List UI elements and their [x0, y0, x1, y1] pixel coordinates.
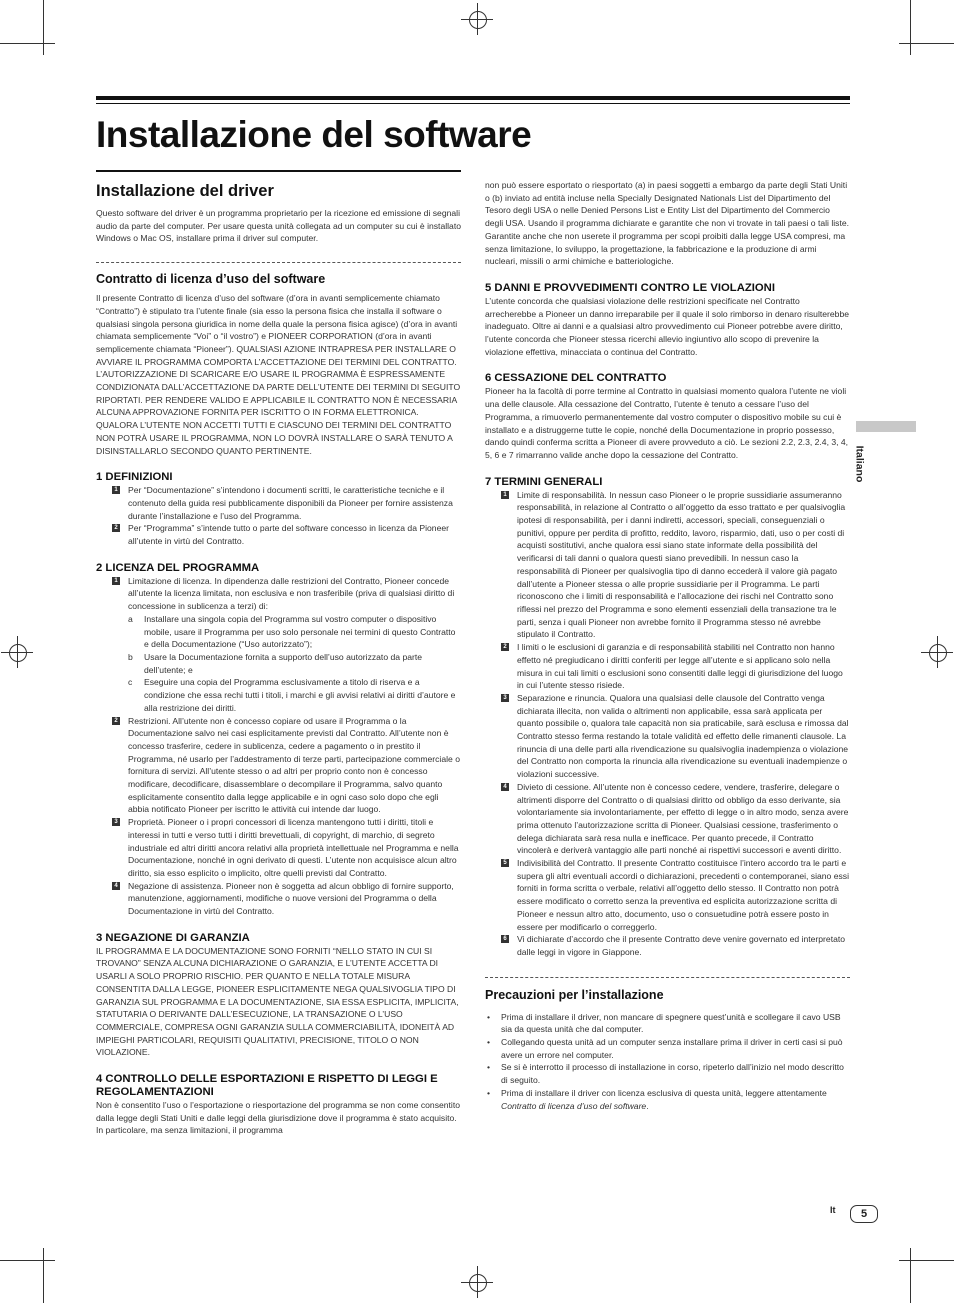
- lettered-item: c Eseguire una copia del Programma esclusivamente a titolo di riserva e a condizione che essa rechi tutti i titoli, i marchi e gli avvisi relativi ai diritti d’autore e alla restrizione dei diritti.: [128, 677, 456, 713]
- title-rule: [96, 103, 850, 104]
- section-text: IL PROGRAMMA E LA DOCUMENTAZIONE SONO FORNITI “NELLO STATO IN CUI SI TROVANO” SENZA ALCUNA DICHIARAZIONE O GARANZIA, E L’UTENTE ACCETTA DI USARLI A SOLO PROPRIO RISCHIO. PER QUANTO E NELLA TOTALE MISURA CONSENTITA DALLA LEGGE, PIONEER ESPLICITAMENTE NEGA QUALSIVOGLIA TIPO DI GARANZIA SUL PROGRAMMA E LA DOCUMENTAZIONE, SIA ESSA ESPLICITA, IMPLICITA, STATUTARIA O DERIVANTE DALL’ESECUZIONE, LA TRANSAZIONE O L’USO COMMERCIALE, COMPRESA OGNI GARANZIA SULLA COMMERCIABILITÀ, IDONEITÀ AD IMPIEGHI PARTICOLARI, REQUISITI QUALITATIVI, PRECISIONE, TITOLO O NON VIOLAZIONE.: [96, 945, 459, 1058]
- bullet-item: • Se si è interrotto il processo di installazione in corso, ripeterlo dall’inizio nel modo descritto di seguito.: [487, 1062, 844, 1086]
- license-intro: Il presente Contratto di licenza d’uso del software (d’ora in avanti semplicemente chiamato “Contratto”) è stipulato tra l’utente finale (sia esso la persona fisica che installa il software o qualsiasi singola persona giuridica in nome della quale la persona fisica agisce) (d’ora in avanti chiamata semplicemente “Voi” o “il vostro”) e PIONEER CORPORATION (d’ora in avanti semplicemente chiamata “Pioneer”). QUALSIASI AZIONE INTRAPRESA PER INSTALLARE O AVVIARE IL PROGRAMMA COMPORTA L’ACCETTAZIONE DEI TERMINI DEL CONTRATTO. L’AUTORIZZAZIONE DI SCARICARE E/O USARE IL PROGRAMMA È ESPRESSAMENTE CONDIZIONATA DALL’ACCETTAZIONE DA PARTE DELL’UTENTE DEI TERMINI DI SEGUITO RIPORTATI. PER RENDERE VALIDO E APPLICABILE IL CONTRATTO NON È NECESSARIA ALCUNA APPROVAZIONE FORNITA PER ISCRITTO O IN FORMA ELETTRONICA. QUALORA L’UTENTE NON ACCETTI TUTTI E CIASCUNO DEI TERMINI DEL CONTRATTO NON POTRÀ USARE IL PROGRAMMA, NON LO DOVRÀ INSTALLARE O SARÀ TENUTO A DISINSTALLARLO SECONDO QUANTO PERTINENTE.: [96, 293, 461, 456]
- numbered-item: 4 Divieto di cessione. All’utente non è concesso cedere, vendere, trasferire, delegare o altrimenti disporre del Contratto o di qualsiasi diritto od obbligo da esso derivante, sia volontariamente sia involontariamente, per effetto di legge o in altro modo, senza avere prima ottenuto l’autorizzazione scritta di Pioneer. Qualsiasi cessione, trasferimento o delega dichiarata sarà resa nulla e inefficace. Per quanto precede, il Contratto vincolerà e deriverà vantaggio alle parti nonché ai rispettivi successori e aventi diritto.: [485, 781, 850, 857]
- registration-mark: [461, 1266, 493, 1298]
- crop-mark: [910, 1248, 911, 1303]
- precautions-heading: Precauzioni per l’installazione: [485, 987, 664, 1002]
- section-rule: [96, 170, 461, 172]
- numbered-item: 1 Limite di responsabilità. In nessun caso Pioneer o le proprie sussidiarie assumeranno responsabilità, in relazione al Contratto o all’oggetto da esso trattato e per qualsivoglia ipotesi di responsabilità, per i danni indiretti, accessori, speciali, conseguenziali o punitivi, oppure per perdita di profitto, reddito, lavoro, risparmio, dati, uso o per costi di acquisti sostitutivi, anche qualora essi siano state informate della possibilità del verificarsi di tali danni o qualora questi siano prevedibili. In nessun caso la responsabilità di Pioneer per qualsivoglia tipo di danno eccederà il valore già pagato dall’utente a Pioneer stessa o alle proprie sussidiarie per il Programma. Le parti riconoscono che i limiti di responsabilità e l’allocazione dei rischi nel Contratto sono riflessi nel prezzo del Programma e sono elementi essenziali della transazione tra le parti, senza i quali Pioneer non avrebbe fornito il Programma stesso né avrebbe stipulato il Contratto.: [485, 489, 850, 641]
- crop-mark: [899, 43, 954, 44]
- section-text: L’utente concorda che qualsiasi violazione delle restrizioni specificate nel Contratto arrecherebbe a Pioneer un danno irreparabile per il quale il solo rimborso in denaro risulterebbe inadeguato. Oltre ai danni e a qualsiasi altro provvedimento cui Pioneer potrebbe avere diritto, l’utente concorda che Pioneer stessa ricerchi allevio ingiuntivo allo scopo di prevenire la violazione effettiva, minacciata o continua del Contratto.: [485, 295, 850, 357]
- registration-mark: [921, 636, 953, 668]
- lettered-item: b Usare la Documentazione fornita a supporto dell’uso autorizzato da parte dell’utente; e: [128, 651, 423, 675]
- numbered-item: 6 Vi dichiarate d’accordo che il presente Contratto deve venire governato ed interpretato dalle leggi in vigore in Giappone.: [485, 933, 850, 958]
- section-title: 6 CESSAZIONE DEL CONTRATTO: [485, 372, 667, 385]
- language-label: Italiano: [853, 445, 866, 483]
- section-divider: [96, 262, 461, 263]
- numbered-item: 3 Separazione e rinuncia. Qualora una qualsiasi delle clausole del Contratto venga dichiarata illecita, non valida o altrimenti non applicabile, essa sarà applicata per quanto possibile o, qualora tale capacità non sia praticabile, sarà esclusa e rimossa dal Contratto stesso ferma restando la totale validità ed effetto delle rimanenti clausole. La rinuncia di una delle parti alla rivendicazione su qualsivoglia inadempienza o violazione del Contratto non comporta la rinuncia alla rivendicazione su eventuali inadempienze o violazioni successive.: [485, 692, 850, 781]
- title-rule: [96, 96, 850, 100]
- numbered-item: 2 I limiti o le esclusioni di garanzia e di responsabilità stabiliti nel Contratto non hanno effetto né pregiudicano i diritti conferiti per legge all’utente e si applicano solo nella misura in cui tali limiti o esclusioni sono consentiti dalle leggi di giurisdizione del luogo in cui l’utente stesso risiede.: [485, 641, 850, 692]
- language-tab: [856, 421, 916, 432]
- section-title: 4 CONTROLLO DELLE ESPORTAZIONI E RISPETTO DI LEGGI E REGOLAMENTAZIONI: [96, 1073, 438, 1099]
- crop-mark: [899, 1260, 954, 1261]
- numbered-item: 3 Proprietà. Pioneer o i propri concessori di licenza mantengono tutti i diritti, titoli e interessi in tutti e verso tutti i diritti brevettuali, di copyright, di marchio, di segreto industriale ed altri diritti ancora relativi alla proprietà intellettuale nel Programma e nella Documentazione, nonché in ogni derivato di questi. L’utente non acquisisce alcun altro diritto, sia esso esplicito o implicito, oltre quelli previsti dal Contratto.: [96, 816, 461, 880]
- crop-mark: [43, 1248, 44, 1303]
- section-title: 1 DEFINIZIONI: [96, 471, 173, 484]
- registration-mark: [461, 3, 493, 35]
- section-title: 7 TERMINI GENERALI: [485, 475, 603, 488]
- page-number: 5: [850, 1205, 878, 1223]
- section-text: Non è consentito l’uso o l’esportazione o riesportazione del programma se non come consentito dalla legge degli Stati Uniti e dalle leggi della giurisdizione dove il programma è stato acquisito. In particolare, ma senza limitazioni, il programma: [96, 1100, 461, 1136]
- language-code: It: [830, 1205, 836, 1215]
- crop-mark: [0, 43, 55, 44]
- numbered-item: 5 Indivisibilità del Contratto. Il presente Contratto costituisce l’intero accordo tra le parti e supera gli altri eventuali accordi o dichiarazioni, precedenti o contemporanei, siano essi forniti in forma scritta o verbale, relativi all’oggetto dello stesso. Il Contratto non potrà essere modificato o corretto senza la preventiva ed esplicita autorizzazione scritta di Pioneer e nessun altro atto, documento, uso o consuetudine potrà essere posto in essere per modificarlo o correggerlo.: [485, 857, 850, 933]
- numbered-item: 1 Limitazione di licenza. In dipendenza dalle restrizioni del Contratto, Pioneer concede all’utente la licenza limitata, non esclusiva e non trasferibile (priva di qualsiasi diritto di concessione in sublicenza a terzi) di:: [96, 575, 461, 613]
- section-title: 5 DANNI E PROVVEDIMENTI CONTRO LE VIOLAZIONI: [485, 281, 775, 294]
- numbered-item: 2 Restrizioni. All’utente non è concesso copiare od usare il Programma o la Documentazione salvo nei casi esplicitamente previsti dal Contratto. All’utente non è concesso trasferire, cedere in sublicenza, cedere a pagamento o in prestito il Programma, né usarlo per l’addestramento di terze parti, partecipazione commerciale o fornitura di servizi. All’utente stesso o ad altri per proprio conto non è concesso modificare, decodificare, disassemblare o decompilare il Programma, salvo quanto esplicitamente consentito dalla legge applicabile e in ogni caso solo dopo che egli abbia notificato Pioneer per iscritto le attività cui intende dar luogo.: [96, 715, 461, 817]
- bullet-item: • Prima di installare il driver con licenza esclusiva di questa unità, leggere attentamente Contratto di licenza d’uso del software.: [487, 1087, 827, 1111]
- section-text: Pioneer ha la facoltà di porre termine al Contratto in qualsiasi momento qualora l’utente ne violi una delle clausole. Alla cessazione del Contratto, l’utente è tenuto a cessare l’uso del Programma, a rimuoverlo permanentemente dal vostro computer o dispositivo mobile su cui è installato e a distruggerne tutte le copie, nonché della Documentazione in proprio possesso, dando quindi conferma scritta a Pioneer di avere provveduto a ciò. Le sezioni 2.2, 2.3, 2.4, 3, 4, 5, 6 e 7 rimarranno valide anche dopo la cessazione del Contratto.: [485, 386, 849, 460]
- page-title: Installazione del software: [96, 114, 532, 155]
- crop-mark: [43, 0, 44, 55]
- right-column: [485, 179, 850, 1112]
- italic-reference: Contratto di licenza d’uso del software: [501, 1100, 647, 1111]
- numbered-item: 4 Negazione di assistenza. Pioneer non è soggetta ad alcun obbligo di fornire supporto, manutenzione, aggiornamenti, modifiche o nuove versioni del Programma o della Documentazione in virtù del Contratto.: [96, 880, 461, 918]
- left-column: [96, 170, 461, 1137]
- driver-heading: Installazione del driver: [96, 182, 274, 200]
- section-title: 2 LICENZA DEL PROGRAMMA: [96, 561, 260, 574]
- driver-text: Questo software del driver è un programma proprietario per la ricezione ed emissione di segnali audio da parte del computer. Per usare questa unità collegata ad un computer su cui è installato Windows o Mac OS, installare prima il driver sul computer.: [96, 208, 461, 244]
- lettered-item: a Installare una singola copia del Programma sul vostro computer o dispositivo mobile, usare il Programma per uso solo personale nei termini di questo Contratto e della Documentazione (“Uso autorizzato”);: [128, 613, 456, 650]
- section-title: 3 NEGAZIONE DI GARANZIA: [96, 931, 250, 944]
- crop-mark: [0, 1260, 55, 1261]
- crop-mark: [910, 0, 911, 55]
- registration-mark: [1, 636, 33, 668]
- bullet-item: • Prima di installare il driver, non mancare di spegnere quest’unità e scollegare il cavo USB sia da questa unità che dal computer.: [487, 1011, 841, 1035]
- numbered-item: 1 Per “Documentazione” s’intendono i documenti scritti, le caratteristiche tecniche e il contenuto della guida resi pubblicamente disponibili da Pioneer per fornire assistenza durante l’installazione e l’uso del Programma.: [96, 484, 461, 522]
- license-heading: Contratto di licenza d’uso del software: [96, 272, 326, 287]
- bullet-item: • Collegando questa unità ad un computer senza installare prima il driver in certi casi si può avere un errore nel computer.: [487, 1037, 843, 1060]
- numbered-item: 2 Per “Programma” s’intende tutto o parte del software concesso in licenza da Pioneer all’utente in virtù del Contratto.: [96, 522, 461, 547]
- section-divider: [485, 977, 850, 978]
- section-text: non può essere esportato o riesportato (a) in paesi soggetti a embargo da parte degli Stati Uniti o (b) inviato ad entità incluse nella Specially Designated Nationals List del Dipartimento del Tesoro degli USA o nelle Denied Persons List e Entity List del Dipartimento del Commercio degli USA. Usando il programma dichiarate e garantite che non vi trovate in tali paesi o tali liste. Garantite anche che non userete il programma per scopi proibiti dalla legge USA compresi, ma senza limitazione, lo sviluppo, la progettazione, la fabbricazione e la produzione di armi nucleari, missili o armi chimiche e batteriologiche.: [485, 180, 849, 267]
